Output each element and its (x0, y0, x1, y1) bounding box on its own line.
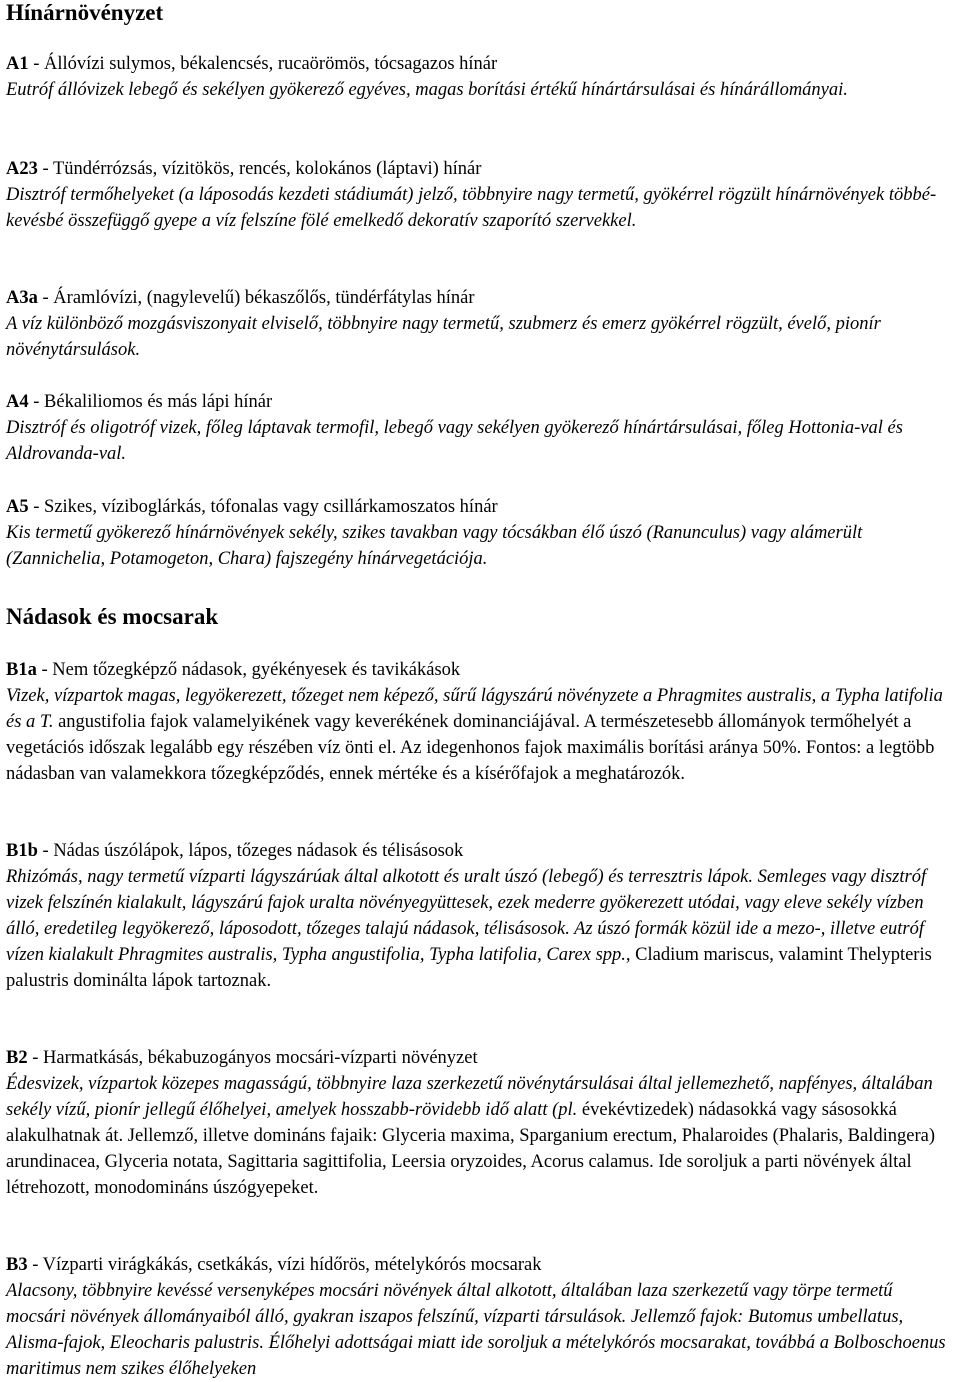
entry-a3a (6, 285, 956, 363)
entry-name: Tündérrózsás, vízitökös, rencés, kolokános (láptavi) hínár (52, 159, 482, 179)
entry-code: A3a (6, 288, 38, 308)
entry-b1b (6, 838, 956, 994)
entry-description-italic: Rhizómás, nagy termetű vízparti lágyszárúak által alkotott és uralt úszó (lebegő) és terresztris lápok. Semleges vagy disztróf vizek felszínén kialakult, lágyszárú fajok uralta növényegyüttesek, ezek mederre gyökerezett utódai, vagy eleve sekély vízben álló, eredetileg legyökerező, láposodott, tőzeges talajú nádasok, télisásosok. Az úszó formák közül ide a mezo-, illetve eutróf vízen kialakult Phragmites australis, Typha angustifolia, Typha latifolia, Carex spp. (6, 867, 927, 965)
entry-description: Disztróf termőhelyeket (a láposodás kezdeti stádiumát) jelző, többnyire nagy termetű, gyökérrel rögzült hínárnövények többé-kevésbé összefüggő gyepe a víz felszíne fölé emelkedő dekoratív szaporító szervekkel. (6, 185, 937, 231)
entry-description: Disztróf és oligotróf vizek, főleg láptavak termofil, lebegő vagy sekélyen gyökerező hínártársulásai, főleg Hottonia-val és Aldrovanda-val. (6, 418, 903, 464)
entry-description (6, 683, 956, 787)
entry-description (6, 864, 956, 994)
section-title-nadasok-es-mocsarak: Nádasok és mocsarak (6, 604, 219, 629)
entry-code: B1a (6, 660, 37, 680)
entry-code: B3 (6, 1255, 28, 1275)
entry-description-regular: évekévtizedek) nádasokká vagy sásosokká alakulhatnak át. Jellemző, illetve domináns fajaik: Glyceria maxima, Sparganium erectum, Phalaroides (Phalaris, Baldingera) arundinacea, Glyceria notata, Sagittaria sagittifolia, Leersia oryzoides, Acorus calamus. Ide soroljuk a parti növények által létrehozott, monodomináns úszógyepeket. (6, 1100, 935, 1198)
entry-name: Áramlóvízi, (nagylevelű) békaszőlős, tündérfátylas hínár (53, 288, 475, 308)
entry-code: A23 (6, 159, 38, 179)
entry-a5 (6, 494, 956, 572)
section-title-hinarnovenyzet: Hínárnövényzet (6, 0, 164, 25)
entry-description-regular: , Cladium mariscus, valamint Thelypteris palustris dominálta lápok tartoznak. (6, 945, 932, 991)
entry-a4 (6, 389, 956, 467)
entry-name: Békaliliomos és más lápi hínár (44, 392, 273, 412)
entry-name: Szikes, víziboglárkás, tófonalas vagy csillárkamoszatos hínár (44, 497, 498, 517)
entry-a23 (6, 156, 956, 234)
entry-heading: A1 - Állóvízi sulymos, békalencsés, rucaörömös, tócsagazos hínár (6, 54, 498, 74)
entry-description: Eutróf állóvizek lebegő és sekélyen gyökerező egyéves, magas borítási értékű hínártársulásai és hínárállományai. (6, 80, 848, 100)
entry-code: A5 (6, 497, 29, 517)
entry-code: B2 (6, 1048, 28, 1068)
entry-heading: A4 - Békaliliomos és más lápi hínár (6, 392, 273, 412)
entry-heading: B1b - Nádas úszólápok, lápos, tőzeges nádasok és télisásosok (6, 841, 464, 861)
entry-description (6, 1071, 956, 1201)
entry-description: Alacsony, többnyire kevéssé versenyképes mocsári növények által alkotott, általában laza szerkezetű vagy törpe termetű mocsári növények állományaiból álló, gyakran iszapos felszínű, vízparti társulások. Jellemző fajok: Butomus umbellatus, Alisma-fajok, Eleocharis palustris. Élőhelyi adottságai miatt ide soroljuk a mételykórós mocsarakat, továbbá a Bolboschoenus maritimus nem szikes élőhelyeken (6, 1281, 946, 1379)
entry-name: Nádas úszólápok, lápos, tőzeges nádasok és télisásosok (53, 841, 464, 861)
entry-name: Harmatkásás, békabuzogányos mocsári-vízparti növényzet (43, 1048, 478, 1068)
entry-code: A4 (6, 392, 29, 412)
entry-description-italic: Vizek, vízpartok magas, legyökerezett, tőzeget nem képező, sűrű lágyszárú növényzete a Phragmites australis, a Typha latifolia és a T. (6, 686, 943, 732)
entry-description: Kis termetű gyökerező hínárnövények sekély, szikes tavakban vagy tócsákban élő úszó (Ranunculus) vagy alámerült (Zannichelia, Potamogeton, Chara) fajszegény hínárvegetációja. (6, 523, 863, 569)
entry-heading: B1a - Nem tőzegképző nádasok, gyékényesek és tavikákások (6, 660, 461, 680)
entry-b3 (6, 1252, 956, 1382)
entry-heading: B3 - Vízparti virágkákás, csetkákás, vízi hídőrös, mételykórós mocsarak (6, 1255, 542, 1275)
entry-name: Állóvízi sulymos, békalencsés, rucaörömös, tócsagazos hínár (44, 54, 498, 74)
entry-description-regular: angustifolia fajok valamelyikének vagy keverékének dominanciájával. A természetesebb állományok termőhelyét a vegetációs időszak legalább egy részében víz önti el. Az idegenhonos fajok maximális borítási aránya 50%. Fontos: a legtöbb nádasban van valamekkora tőzegképződés, ennek mértéke és a kísérőfajok a meghatározók. (6, 712, 935, 784)
entry-a1 (6, 51, 956, 103)
entry-heading: A23 - Tündérrózsás, vízitökös, rencés, kolokános (láptavi) hínár (6, 159, 482, 179)
entry-heading: A3a - Áramlóvízi, (nagylevelű) békaszőlős, tündérfátylas hínár (6, 288, 475, 308)
entry-code: A1 (6, 54, 29, 74)
entry-heading: A5 - Szikes, víziboglárkás, tófonalas vagy csillárkamoszatos hínár (6, 497, 498, 517)
entry-b1a (6, 657, 956, 787)
entry-heading: B2 - Harmatkásás, békabuzogányos mocsári-vízparti növényzet (6, 1048, 478, 1068)
entry-name: Vízparti virágkákás, csetkákás, vízi hídőrös, mételykórós mocsarak (42, 1255, 542, 1275)
entry-description-italic: Édesvizek, vízpartok közepes magasságú, többnyire laza szerkezetű növénytársulásai által jellemezhető, napfényes, általában sekély vízű, pionír jellegű élőhelyei, amelyek hosszabb-rövidebb idő alatt (pl. (6, 1074, 933, 1120)
entry-description: A víz különböző mozgásviszonyait elviselő, többnyire nagy termetű, szubmerz és emerz gyökérrel rögzült, évelő, pionír növénytársulások. (6, 314, 881, 360)
entry-name: Nem tőzegképző nádasok, gyékényesek és tavikákások (52, 660, 461, 680)
entry-b2 (6, 1045, 956, 1201)
entry-code: B1b (6, 841, 38, 861)
